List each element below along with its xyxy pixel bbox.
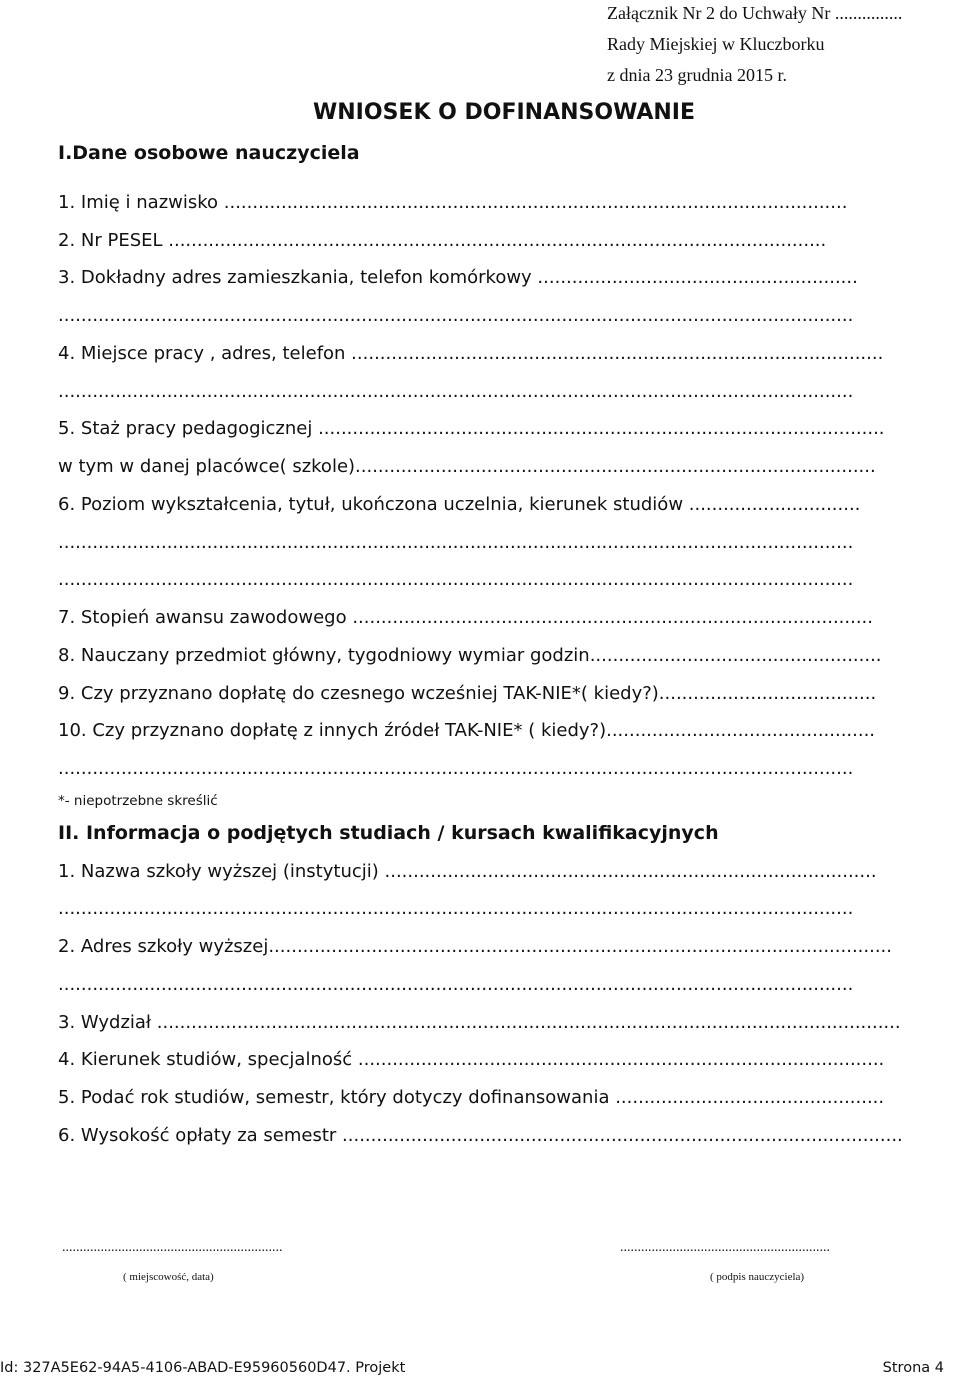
field-line-education-cont2[interactable]: ........................................................................................................................................... — [58, 569, 854, 590]
field-line-tuition-earlier[interactable]: 9. Czy przyznano dopłatę do czesnego wcześniej TAK-NIE*( kiedy?)...................................... — [58, 683, 877, 704]
field-line-seniority[interactable]: 5. Staż pracy pedagogicznej ................................................................................................... — [58, 418, 885, 439]
field-line-faculty[interactable]: 3. Wydział .................................................................................................................................. — [58, 1012, 901, 1033]
field-line-university-name[interactable]: 1. Nazwa szkoły wyższej (instytucji) ...................................................................................... — [58, 861, 877, 882]
document-id: Id: 327A5E62-94A5-4106-ABAD-E95960560D47. Projekt — [0, 1360, 406, 1376]
field-line-other-sources-cont[interactable]: ........................................................................................................................................... — [58, 758, 854, 779]
page-number: Strona 4 — [882, 1360, 944, 1376]
place-date-line[interactable]: ............................................................... — [62, 1240, 283, 1255]
section2-heading: II. Informacja o podjętych studiach / kursach kwalifikacyjnych — [58, 822, 719, 844]
field-line-address-cont[interactable]: ........................................................................................................................................... — [58, 305, 854, 326]
field-line-address[interactable]: 3. Dokładny adres zamieszkania, telefon komórkowy ........................................................ — [58, 267, 858, 288]
field-line-promotion[interactable]: 7. Stopień awansu zawodowego ........................................................................................... — [58, 607, 874, 628]
document-title: WNIOSEK O DOFINANSOWANIE — [313, 100, 696, 125]
field-line-seniority-school[interactable]: w tym w danej placówce( szkole)........................................................................................... — [58, 456, 876, 477]
field-line-other-sources[interactable]: 10. Czy przyznano dopłatę z innych źródeł TAK-NIE* ( kiedy?)............................................... — [58, 720, 876, 741]
place-date-caption: ( miejscowość, data) — [123, 1271, 214, 1283]
field-line-name[interactable]: 1. Imię i nazwisko ............................................................................................................. — [58, 192, 848, 213]
field-line-university-address-cont[interactable]: ........................................................................................................................................... — [58, 974, 854, 995]
teacher-signature-line[interactable]: ............................................................ — [620, 1240, 830, 1255]
field-line-university-name-cont[interactable]: ........................................................................................................................................... — [58, 898, 854, 919]
field-line-education-cont1[interactable]: ........................................................................................................................................... — [58, 532, 854, 553]
teacher-signature-caption: ( podpis nauczyciela) — [710, 1271, 805, 1283]
field-line-education[interactable]: 6. Poziom wykształcenia, tytuł, ukończona uczelnia, kierunek studiów .............................. — [58, 494, 861, 515]
section1-heading: I.Dane osobowe nauczyciela — [58, 142, 360, 164]
field-line-pesel[interactable]: 2. Nr PESEL ................................................................................................................... — [58, 230, 827, 251]
field-line-year-semester[interactable]: 5. Podać rok studiów, semestr, który dotyczy dofinansowania ............................................... — [58, 1087, 885, 1108]
attachment-header-line2: Rady Miejskiej w Kluczborku — [607, 34, 825, 54]
field-line-university-address[interactable]: 2. Adres szkoły wyższej............................................................................................................. — [58, 936, 892, 957]
attachment-header-line3: z dnia 23 grudnia 2015 r. — [607, 65, 787, 85]
attachment-header-line1: Załącznik Nr 2 do Uchwały Nr ............... — [607, 3, 903, 23]
field-line-field-of-study[interactable]: 4. Kierunek studiów, specjalność ............................................................................................ — [58, 1049, 885, 1070]
footnote-strike: *- niepotrzebne skreślić — [58, 793, 218, 809]
field-line-semester-fee[interactable]: 6. Wysokość opłaty za semestr .................................................................................................. — [58, 1125, 903, 1146]
field-line-workplace-cont[interactable]: ........................................................................................................................................... — [58, 381, 854, 402]
field-line-subject[interactable]: 8. Nauczany przedmiot główny, tygodniowy wymiar godzin................................................... — [58, 645, 882, 666]
field-line-workplace[interactable]: 4. Miejsce pracy , adres, telefon ............................................................................................. — [58, 343, 884, 364]
